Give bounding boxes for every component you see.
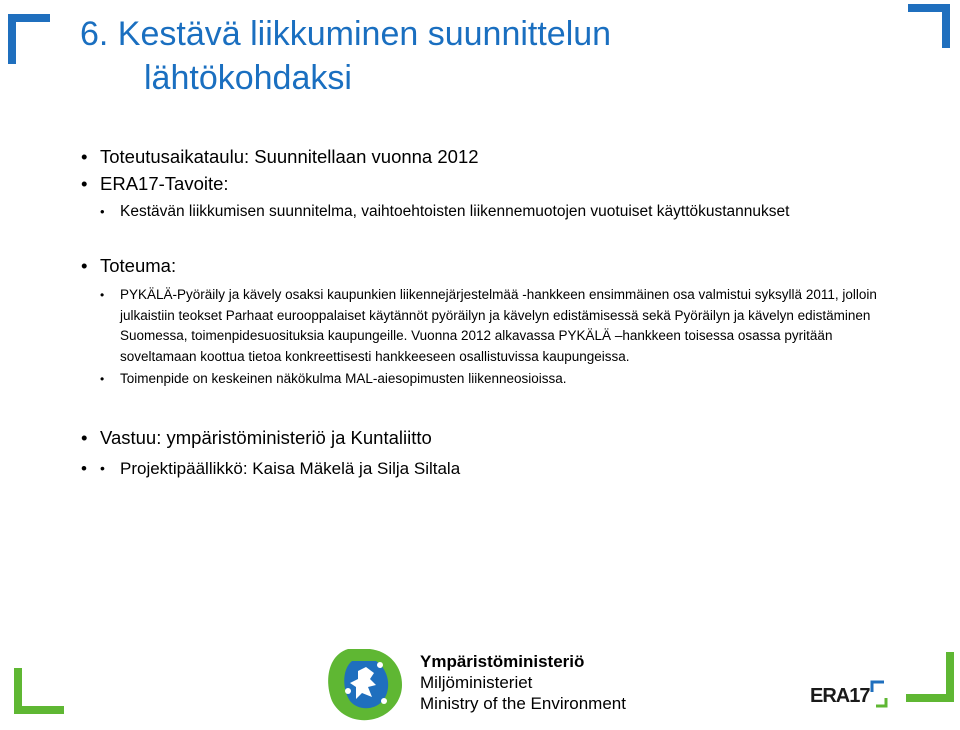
corner-top-right-bracket: [906, 4, 952, 50]
bullet-schedule: • Toteutusaikataulu: Suunnitellaan vuonna 2012: [78, 143, 898, 170]
ministry-name-fi: Ympäristöministeriö: [420, 652, 585, 671]
sub-bullet-mal: • Toimenpide on keskeinen näkökulma MAL-aiesopimusten liikenneosioissa.: [78, 369, 898, 390]
corner-bottom-right-bracket: [906, 652, 956, 704]
bullet-vastuu: • Vastuu: ympäristöministeriö ja Kuntaliitto: [78, 424, 898, 451]
bullet-toteuma: • Toteuma:: [78, 252, 898, 279]
sub-bullet-pykala: • PYKÄLÄ-Pyöräily ja kävely osaksi kaupunkien liikennejärjestelmää -hankkeen ensimmäinen osa valmistui syksyllä 2011, jolloin julkaistiin teokset Parhaat eurooppalaiset käytännöt pyöräilyn ja kävelyn edistämisessä sekä Pyöräilyn ja kävelyn edistäminen Suomessa, toimenpidesuosituksia kaupungeille. Vuonna 2012 alkavassa PYKÄLÄ –hankkeen toisessa osassa pyritään soveltamaan koottua tietoa konkreettisesti hankkeeseen osallistuvissa kaupungeissa.: [78, 285, 898, 367]
ministry-name-sv: Miljöministeriet: [420, 673, 533, 692]
slide-content: [78, 143, 898, 482]
bullet-era17-goal: • ERA17-Tavoite:: [78, 170, 898, 197]
ministry-name-en: Ministry of the Environment: [420, 694, 626, 713]
title-line-2: lähtökohdaksi: [144, 59, 352, 97]
corner-top-left-bracket: [8, 14, 52, 68]
era17-logo: [810, 678, 894, 708]
corner-bottom-left-bracket: [14, 668, 66, 716]
title-line-1: 6. Kestävä liikkuminen suunnittelun: [80, 15, 612, 53]
svg-text:ERA17: ERA17: [810, 685, 870, 707]
page-title: [80, 12, 840, 100]
sub-bullet-era17-goal: • Kestävän liikkumisen suunnitelma, vaihtoehtoisten liikennemuotojen vuotuiset käyttökustannukset: [78, 201, 898, 222]
sub-bullet-project-manager: • • Projektipäällikkö: Kaisa Mäkelä ja Silja Siltala: [78, 455, 898, 482]
ministry-name: [420, 651, 626, 714]
ministry-lion-logo: [318, 645, 408, 725]
project-manager-text: Projektipäällikkö: Kaisa Mäkelä ja Silja Siltala: [120, 458, 461, 478]
